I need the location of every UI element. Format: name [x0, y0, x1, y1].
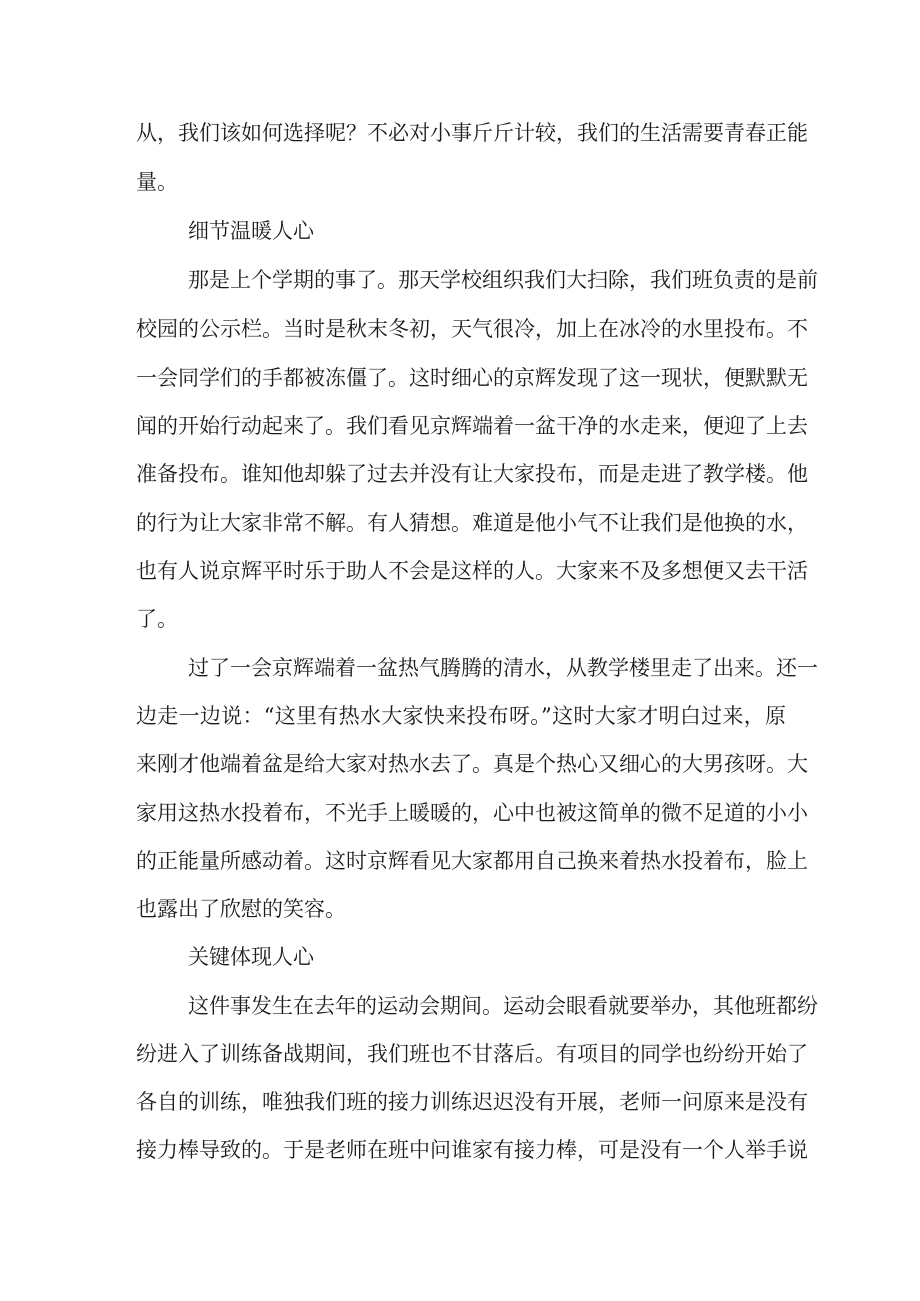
paragraph-line: 从，我们该如何选择呢？不必对小事斤斤计较，我们的生活需要青春正能 [136, 121, 808, 145]
paragraph-line: 闻的开始行动起来了。我们看见京辉端着一盆干净的水走来，便迎了上去 [136, 414, 808, 438]
paragraph-line: 这件事发生在去年的运动会期间。运动会眼看就要举办，其他班都纷 [188, 994, 818, 1018]
paragraph-line: 校园的公示栏。当时是秋末冬初，天气很冷，加上在冰冷的水里投布。不 [136, 317, 808, 341]
paragraph-line: 的行为让大家非常不解。有人猜想。难道是他小气不让我们是他换的水， [136, 511, 808, 535]
paragraph-line: 接力棒导致的。于是老师在班中问谁家有接力棒，可是没有一个人举手说 [136, 1138, 808, 1162]
paragraph-line: 也露出了欣慰的笑容。 [136, 897, 346, 921]
section-heading: 关键体现人心 [188, 945, 314, 969]
paragraph-line: 准备投布。谁知他却躲了过去并没有让大家投布，而是走进了教学楼。他 [136, 462, 808, 486]
paragraph-line: 一会同学们的手都被冻僵了。这时细心的京辉发现了这一现状，便默默无 [136, 366, 808, 390]
paragraph-line: 也有人说京辉平时乐于助人不会是这样的人。大家来不及多想便又去干活 [136, 559, 808, 583]
paragraph-line: 边走一边说：“这里有热水大家快来投布呀。”这时大家才明白过来，原 [136, 704, 786, 728]
paragraph-line: 来刚才他端着盆是给大家对热水去了。真是个热心又细心的大男孩呀。大 [136, 752, 808, 776]
paragraph-line: 各自的训练，唯独我们班的接力训练迟迟没有开展，老师一问原来是没有 [136, 1090, 808, 1114]
paragraph-line: 了。 [136, 607, 178, 631]
paragraph-line: 的正能量所感动着。这时京辉看见大家都用自己换来着热水投着布，脸上 [136, 849, 808, 873]
paragraph-line: 量。 [136, 170, 178, 194]
paragraph-line: 纷进入了训练备战期间，我们班也不甘落后。有项目的同学也纷纷开始了 [136, 1042, 808, 1066]
section-heading: 细节温暖人心 [188, 219, 314, 243]
paragraph-line: 那是上个学期的事了。那天学校组织我们大扫除，我们班负责的是前 [188, 268, 818, 292]
paragraph-line: 过了一会京辉端着一盆热气腾腾的清水，从教学楼里走了出来。还一 [188, 656, 818, 680]
paragraph-line: 家用这热水投着布，不光手上暖暖的，心中也被这简单的微不足道的小小 [136, 801, 808, 825]
